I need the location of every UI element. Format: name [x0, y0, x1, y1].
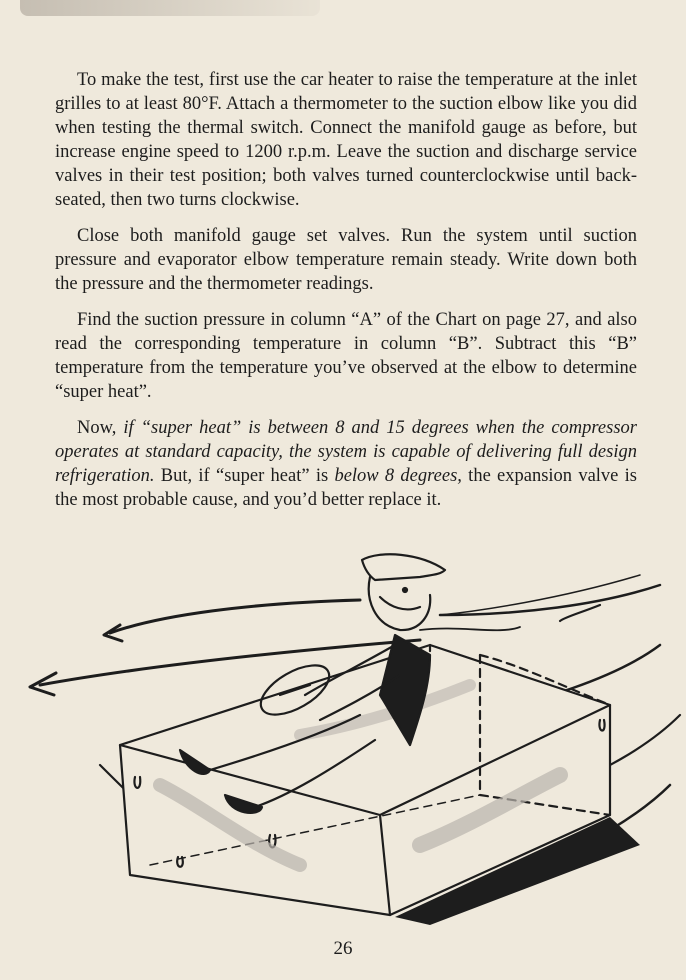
body-text	[55, 68, 637, 524]
paragraph-segment: To make the test, first use the car heater to raise the temperature at the inlet grilles to at least 80°F. Attach a thermometer to the suction elbow like you did when testing the thermal switch. Connect the manifold gauge as before, but increase engine speed to 1200 r.p.m. Leave the suction and discharge service valves in their test position; both valves turned counterclockwise until back-seated, then two turns clockwise.	[55, 70, 637, 210]
paragraph-find-pressure	[55, 308, 637, 404]
paragraph-segment: Now,	[77, 418, 124, 438]
scan-smudge	[20, 0, 320, 16]
cartoon-man-driving-ice-block-icon	[0, 545, 686, 935]
paragraph-segment: the expansion valve is the most probable cause, and you’d better replace it.	[55, 466, 637, 510]
paragraph-segment: But, if “super heat” is	[154, 466, 335, 486]
paragraph-segment: Find the suction pressure in column “A” of the Chart on page 27, and also read the corresponding temperature in column “B”. Subtract this “B” temperature from the temperature you’ve observed at the elbow to determine “super heat”.	[55, 310, 637, 402]
page-number: 26	[333, 938, 353, 959]
paragraph-segment-italic: below 8 degrees,	[334, 466, 462, 486]
paragraph-segment-italic: if “super heat” is between 8 and 15 degrees when the compressor operates at standard capacity, the system is capable of delivering full design refrigeration.	[55, 418, 637, 486]
paragraph-super-heat	[55, 416, 637, 512]
paragraph-test-setup	[55, 68, 637, 212]
paragraph-segment: Close both manifold gauge set valves. Run the system until suction pressure and evaporator elbow temperature remain steady. Write down both the pressure and the thermometer readings.	[55, 226, 637, 294]
paragraph-close-valves	[55, 224, 637, 296]
